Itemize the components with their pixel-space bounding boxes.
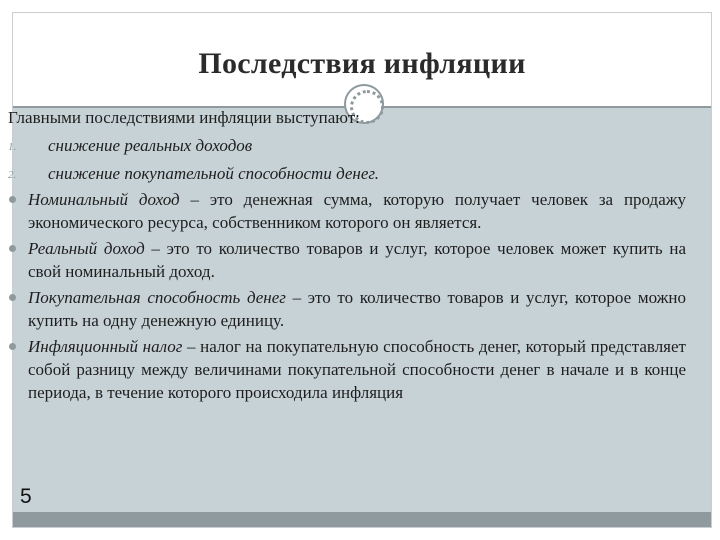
bullet-item xyxy=(8,335,686,404)
intro-text: Главными последствиями инфляции выступают: xyxy=(8,108,360,127)
bullet-term: Номинальный доход xyxy=(28,190,180,209)
bullet-dot-icon xyxy=(9,343,16,350)
bullet-definition: – налог на покупательную способность денег, который представляет собой разницу между величинами покупательной способности денег в начале и в конце периода, в течение которого происходила инфляция xyxy=(28,337,686,402)
bullet-term: Покупательная способность денег xyxy=(28,288,286,307)
bullet-dot-icon xyxy=(9,245,16,252)
numbered-item-text: снижение покупательной способности денег. xyxy=(48,164,380,183)
bullet-definition: – это то количество товаров и услуг, которое можно купить на одну денежную единицу. xyxy=(28,288,686,330)
page-number: 5 xyxy=(20,485,32,508)
bottom-bar xyxy=(13,512,711,527)
bullet-dot-icon xyxy=(9,196,16,203)
numbered-item xyxy=(8,134,686,157)
bullet-item xyxy=(8,188,686,234)
bullet-definition: – это то количество товаров и услуг, которое человек может купить на свой номинальный доход. xyxy=(28,239,686,281)
bullet-term: Реальный доход xyxy=(28,239,145,258)
bullet-term: Инфляционный налог xyxy=(28,337,183,356)
bullet-item xyxy=(8,237,686,283)
bullet-item xyxy=(8,286,686,332)
number-marker: 1. xyxy=(8,141,17,153)
slide-title: Последствия инфляции xyxy=(198,46,526,80)
numbered-item-text: снижение реальных доходов xyxy=(48,136,253,155)
bullet-definition: – это денежная сумма, которую получает человек за продажу экономического ресурса, собственником которого он является. xyxy=(28,190,686,232)
bullet-dot-icon xyxy=(9,294,16,301)
slide-content xyxy=(8,106,686,404)
numbered-item xyxy=(8,162,686,185)
number-marker: 2. xyxy=(8,169,17,181)
